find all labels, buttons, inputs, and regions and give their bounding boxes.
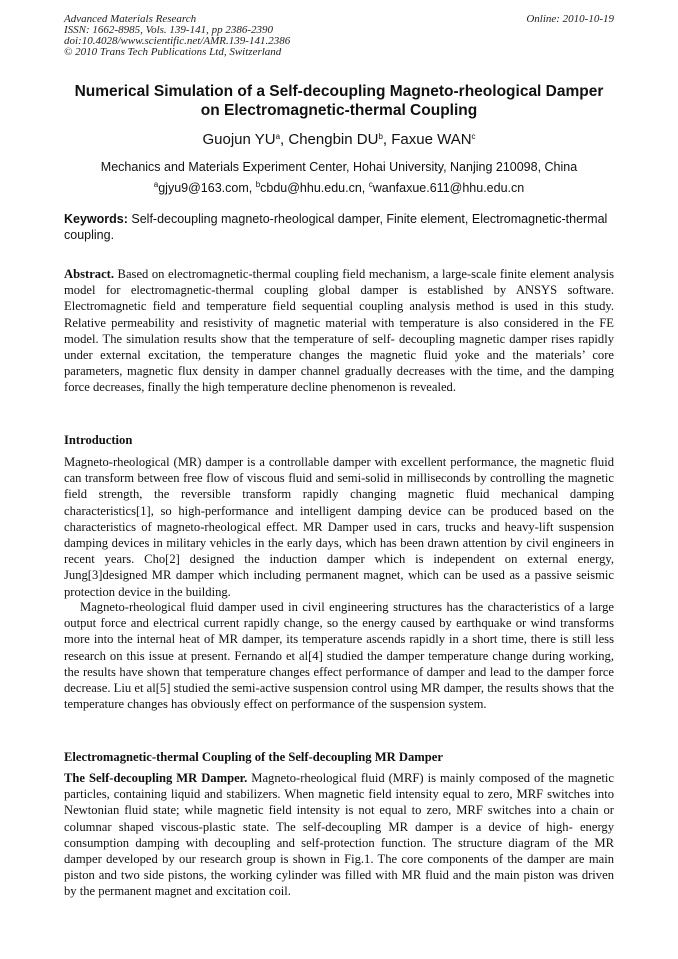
author-name: Chengbin DU <box>288 131 379 148</box>
email-list <box>0 180 678 196</box>
author-mark: b <box>378 132 383 141</box>
email-address[interactable]: cbdu@hhu.edu.cn <box>260 181 362 195</box>
journal-copyright: © 2010 Trans Tech Publications Ltd, Switzerland <box>64 46 282 58</box>
introduction-paragraph-2: Magneto-rheological fluid damper used in civil engineering structures has the characteristics of a large output force and electrical current rapidly change, so the energy caused by earthquake or wind transforms more into the internal heat of MR damper, its temperature ascends rapidly in a short time, there is still less research on this issue at present. Fernando et al[4] studied the damper temperature change during working, the results have shown that temperature changes effect performance of damper and lead to the damper force decrease. Liu et al[5] studied the semi-active suspension control using MR damper, the results shows that the temperature changes has obviously effect on performance of the suspension system. <box>64 600 614 712</box>
author-separator: , <box>382 131 392 148</box>
author-list <box>0 131 678 149</box>
email-separator: , <box>248 181 256 195</box>
online-date: Online: 2010-10-19 <box>526 13 614 25</box>
introduction-heading: Introduction <box>64 433 133 447</box>
journal-name: Advanced Materials Research <box>64 13 197 25</box>
author-mark: a <box>275 132 281 141</box>
email-address[interactable]: wanfaxue.611@hhu.edu.cn <box>372 181 525 195</box>
email-separator: , <box>361 181 369 195</box>
abstract-text: Based on electromagnetic-thermal coupling field mechanism, a large-scale finite element analysis model for electromagnetic-thermal coupling global damper is established by ANSYS software. Electromagnetic field and temperature field sequential coupling analysis method is used in this study. Relative permeability and resistivity of magnetic material with temperature is also considered in the FE model. The simulation results show that the temperature of self- decoupling magnetic damper rises rapidly under external excitation, the temperature changes the magnetic fluid yoke and the materials’ core parameters, magnetic flux density in damper channel gradually decreases with the time, and the damping force decreases, finally the high temperature decline phenomenon is revealed. <box>64 267 614 395</box>
author-name: Guojun YU <box>202 131 276 148</box>
author-name: Faxue WAN <box>391 131 472 148</box>
section-heading: Electromagnetic-thermal Coupling of the Self-decoupling MR Damper <box>64 750 443 764</box>
journal-header <box>64 14 290 58</box>
paper-title <box>40 82 638 120</box>
subsection-label: The Self-decoupling MR Damper. <box>64 771 248 785</box>
email-mark: a <box>153 180 159 189</box>
section-paragraph <box>64 770 614 900</box>
abstract <box>64 266 614 396</box>
keywords-text: Self-decoupling magneto-rheological damper, Finite element, Electromagnetic-thermal coupling. <box>64 212 608 242</box>
keywords-label: Keywords: <box>64 212 128 226</box>
introduction-paragraph-1: Magneto-rheological (MR) damper is a controllable damper with excellent performance, the magnetic fluid can transform between free flow of viscous fluid and semi-solid in milliseconds by controlling the magnetic field strength, the reversible transform rapidly changing magnetic fluid mechanical damping characteristics[1], so high-performance and intelligent damping device can be produced based on the characteristics of magneto-rheological effect. MR Damper used in cars, trucks and heavy-lift suspension damping devices in military vehicles in the early days, which has been drawn attention by civil engineers in recent years. Cho[2] designed the induction damper which is independent on external energy, Jung[3]designed MR damper which including permanent magnet, which can be used as a passive seismic protection device in the building. <box>64 455 614 599</box>
section-text: Magneto-rheological fluid (MRF) is mainly composed of the magnetic particles, containing liquid and stabilizers. When magnetic field intensity equal to zero, MRF switches into Newtonian fluid state; while magnetic field intensity is not equal to zero, MRF switches into a chain or columnar shaped viscous-plastic state. The self-decoupling MR damper is a device of high- energy consumption damping with decoupling and self-protection function. The structure diagram of the MR damper developed by our research group is shown in Fig.1. The core components of the damper are main piston and two side pistons, the working cylinder was filled with MR fluid and the main piston was driven by the permanent magnet and excitation coil. <box>64 771 614 899</box>
affiliation: Mechanics and Materials Experiment Center, Hohai University, Nanjing 210098, China <box>100 160 578 174</box>
journal-doi: doi:10.4028/www.scientific.net/AMR.139-141.2386 <box>64 35 291 47</box>
journal-issn: ISSN: 1662-8985, Vols. 139-141, pp 2386-2390 <box>64 24 273 36</box>
title-line-1: Numerical Simulation of a Self-decoupling Magneto-rheological Damper <box>74 83 604 100</box>
abstract-label: Abstract. <box>64 267 115 281</box>
keywords <box>64 211 614 243</box>
email-mark: c <box>368 180 373 189</box>
email-address[interactable]: gjyu9@163.com <box>158 181 249 195</box>
title-line-2: on Electromagnetic-thermal Coupling <box>200 102 478 119</box>
email-mark: b <box>255 180 261 189</box>
author-mark: c <box>471 132 476 141</box>
author-separator: , <box>280 131 289 148</box>
